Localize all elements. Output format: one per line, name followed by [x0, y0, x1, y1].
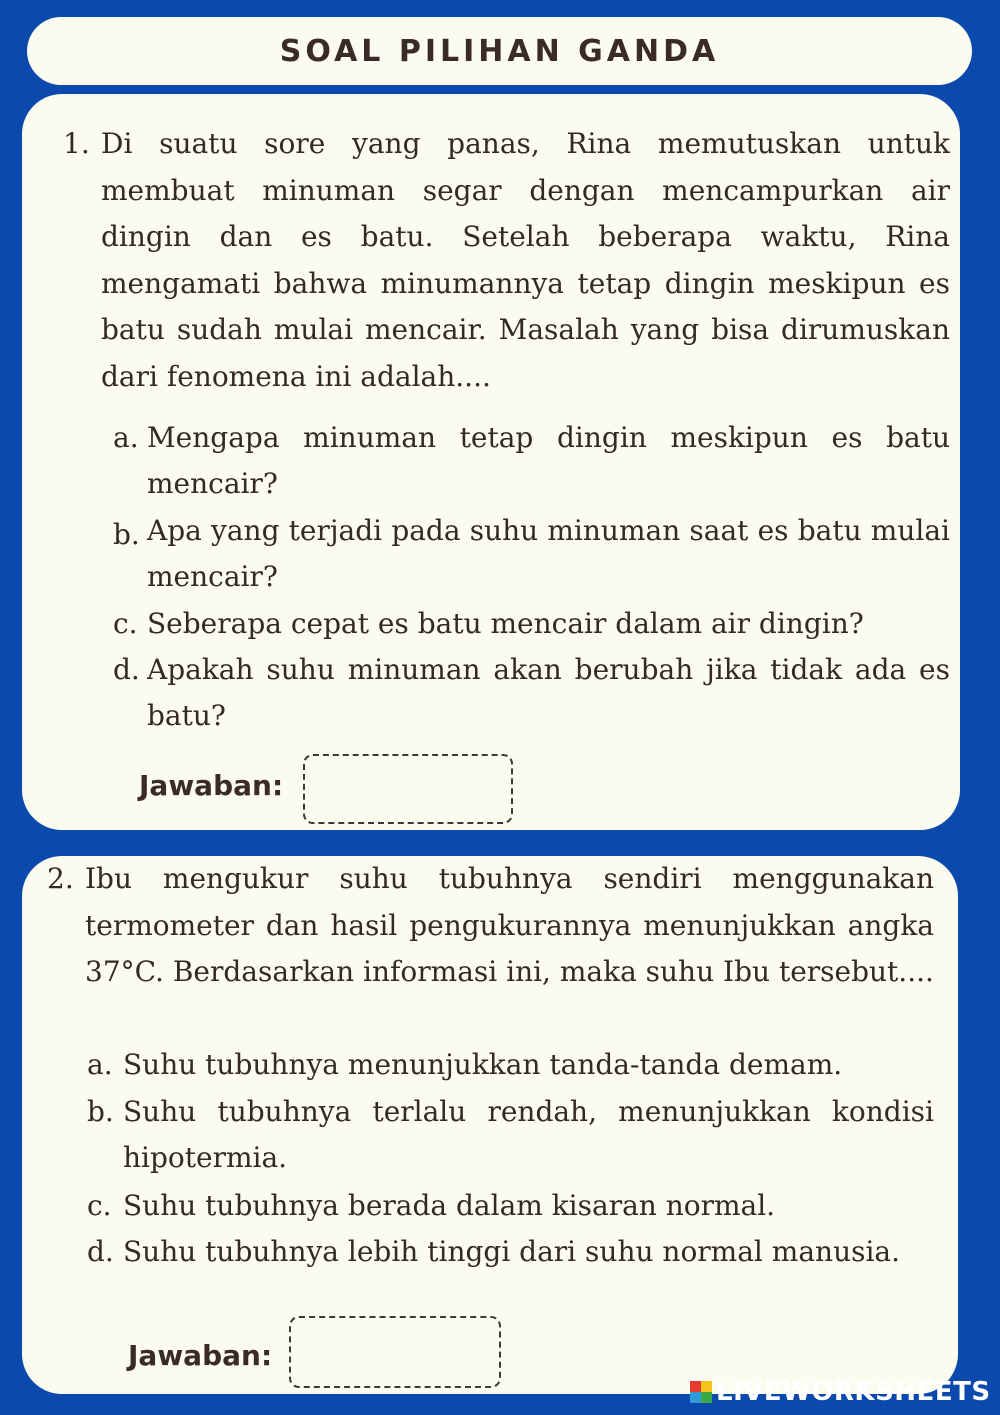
- watermark-text: LIVEWORKSHEETS: [716, 1377, 991, 1407]
- option-letter: b.: [87, 1095, 114, 1128]
- title-banner: [27, 17, 972, 85]
- option-text: Suhu tubuhnya lebih tinggi dari suhu normal manusia.: [123, 1235, 901, 1268]
- option-letter: d.: [113, 653, 140, 686]
- option-letter: b.: [113, 518, 140, 551]
- answer-input-2[interactable]: [289, 1316, 501, 1388]
- question-text: Ibu mengukur suhu tubuhnya sendiri menggunakan termometer dan hasil pengukurannya menunjukkan angka 37°C. Berdasarkan informasi ini, maka suhu Ibu tersebut....: [85, 862, 934, 988]
- answer-label: Jawaban:: [128, 1339, 273, 1372]
- question-number: 1.: [63, 127, 90, 160]
- option-letter: c.: [113, 607, 138, 640]
- option-text: Suhu tubuhnya menunjukkan tanda-tanda demam.: [123, 1048, 843, 1081]
- option-text: Apa yang terjadi pada suhu minuman saat es batu mulai mencair?: [147, 514, 950, 593]
- page-title: SOAL PILIHAN GANDA: [279, 33, 720, 69]
- question-number: 2.: [47, 862, 74, 895]
- option-letter: a.: [87, 1048, 113, 1081]
- option-text: Suhu tubuhnya berada dalam kisaran normal.: [123, 1189, 776, 1222]
- question-text: Di suatu sore yang panas, Rina memutuskan untuk membuat minuman segar dengan mencampurkan air dingin dan es batu. Setelah beberapa waktu, Rina mengamati bahwa minumannya tetap dingin meskipun es batu sudah mulai mencair. Masalah yang bisa dirumuskan dari fenomena ini adalah....: [101, 127, 950, 393]
- option-letter: d.: [87, 1235, 114, 1268]
- liveworksheets-logo-icon: [690, 1381, 712, 1403]
- answer-label: Jawaban:: [139, 769, 284, 802]
- option-text: Apakah suhu minuman akan berubah jika tidak ada es batu?: [147, 653, 950, 732]
- option-text: Mengapa minuman tetap dingin meskipun es batu mencair?: [147, 421, 950, 500]
- option-text: Suhu tubuhnya terlalu rendah, menunjukkan kondisi hipotermia.: [123, 1095, 934, 1174]
- option-text: Seberapa cepat es batu mencair dalam air dingin?: [147, 607, 864, 640]
- option-letter: a.: [113, 421, 139, 454]
- option-letter: c.: [87, 1189, 112, 1222]
- answer-input-1[interactable]: [303, 754, 513, 824]
- liveworksheets-logo: [690, 1377, 991, 1407]
